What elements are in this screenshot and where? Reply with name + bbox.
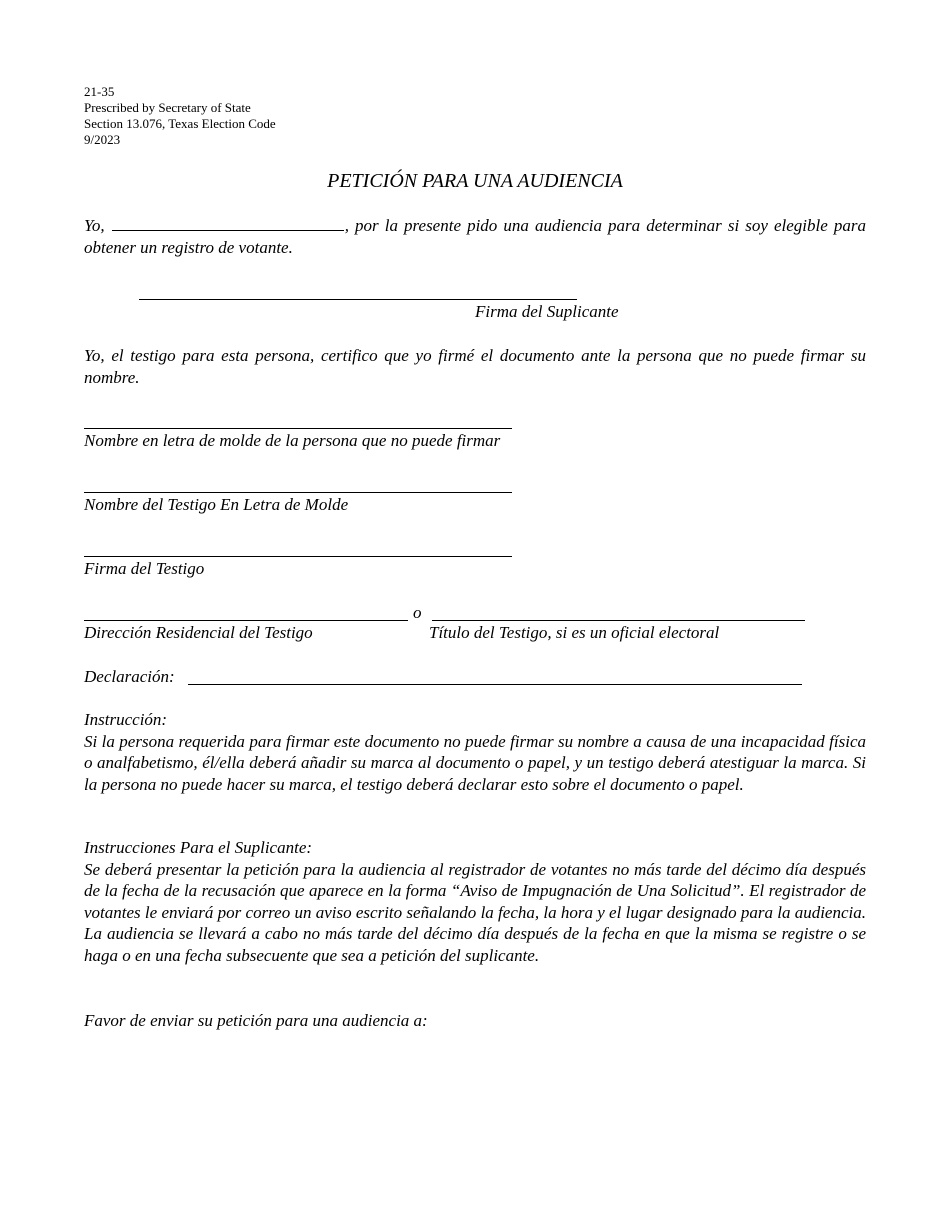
witness-printed-name-label: Nombre del Testigo En Letra de Molde <box>84 495 349 514</box>
instruction-body: Si la persona requerida para firmar este documento no puede firmar su nombre a causa de una incapacidad física o analfabetismo, él/ella deberá añadir su marca al documento o papel, y un testigo deberá atestiguar la marca. Si la persona no puede hacer su marca, el testigo deberá declarar esto sobre el documento o papel. <box>84 731 866 794</box>
form-number: 21-35 <box>84 84 115 99</box>
witness-signature-line[interactable] <box>84 556 512 557</box>
election-code-section: Section 13.076, Texas Election Code <box>84 116 276 131</box>
witness-address-label: Dirección Residencial del Testigo <box>84 623 313 642</box>
applicant-signature-line[interactable] <box>139 299 577 300</box>
declaration-line[interactable] <box>188 684 802 685</box>
applicant-instructions-heading: Instrucciones Para el Suplicante: <box>84 838 313 857</box>
petition-yo: Yo, <box>84 216 105 235</box>
witness-signature-label: Firma del Testigo <box>84 559 205 578</box>
instruction-heading: Instrucción: <box>84 710 168 729</box>
prescribed-by: Prescribed by Secretary of State <box>84 100 251 115</box>
witness-address-line[interactable] <box>84 620 408 621</box>
instruction-section <box>84 709 866 795</box>
witness-title-label: Título del Testigo, si es un oficial electoral <box>429 623 720 642</box>
witness-printed-name-line[interactable] <box>84 492 512 493</box>
applicant-instructions-body: Se deberá presentar la petición para la audiencia al registrador de votantes no más tarde del décimo día después de la fecha de la recusación que aparece en la forma “Aviso de Impugnación de Una Solicitud”. El registrador de votantes le enviará por correo un aviso escrito señalando la fecha, la hora y el lugar designado para la audiencia. La audiencia se llevará a cabo no más tarde del décimo día después de la fecha en que la misma se registre o se haga o en una fecha subsecuente que sea a petición del suplicante. <box>84 859 866 965</box>
applicant-signature-label: Firma del Suplicante <box>475 302 619 321</box>
witness-statement: Yo, el testigo para esta persona, certifico que yo firmé el documento ante la persona que no puede firmar su nombre. <box>84 346 866 387</box>
petition-statement <box>84 215 866 258</box>
page-title: PETICIÓN PARA UNA AUDIENCIA <box>327 170 623 192</box>
printed-name-label: Nombre en letra de molde de la persona que no puede firmar <box>84 431 501 450</box>
printed-name-line[interactable] <box>84 428 512 429</box>
applicant-instructions-section <box>84 837 866 966</box>
applicant-name-blank[interactable] <box>112 215 344 231</box>
declaration-label: Declaración: <box>84 667 175 686</box>
witness-title-line[interactable] <box>432 620 805 621</box>
petition-text: , por la presente pido una audiencia para determinar si soy elegible para obtener un registro de votante. <box>84 216 866 257</box>
or-text: o <box>413 603 422 622</box>
form-date: 9/2023 <box>84 132 121 147</box>
send-to-text: Favor de enviar su petición para una audiencia a: <box>84 1011 428 1030</box>
